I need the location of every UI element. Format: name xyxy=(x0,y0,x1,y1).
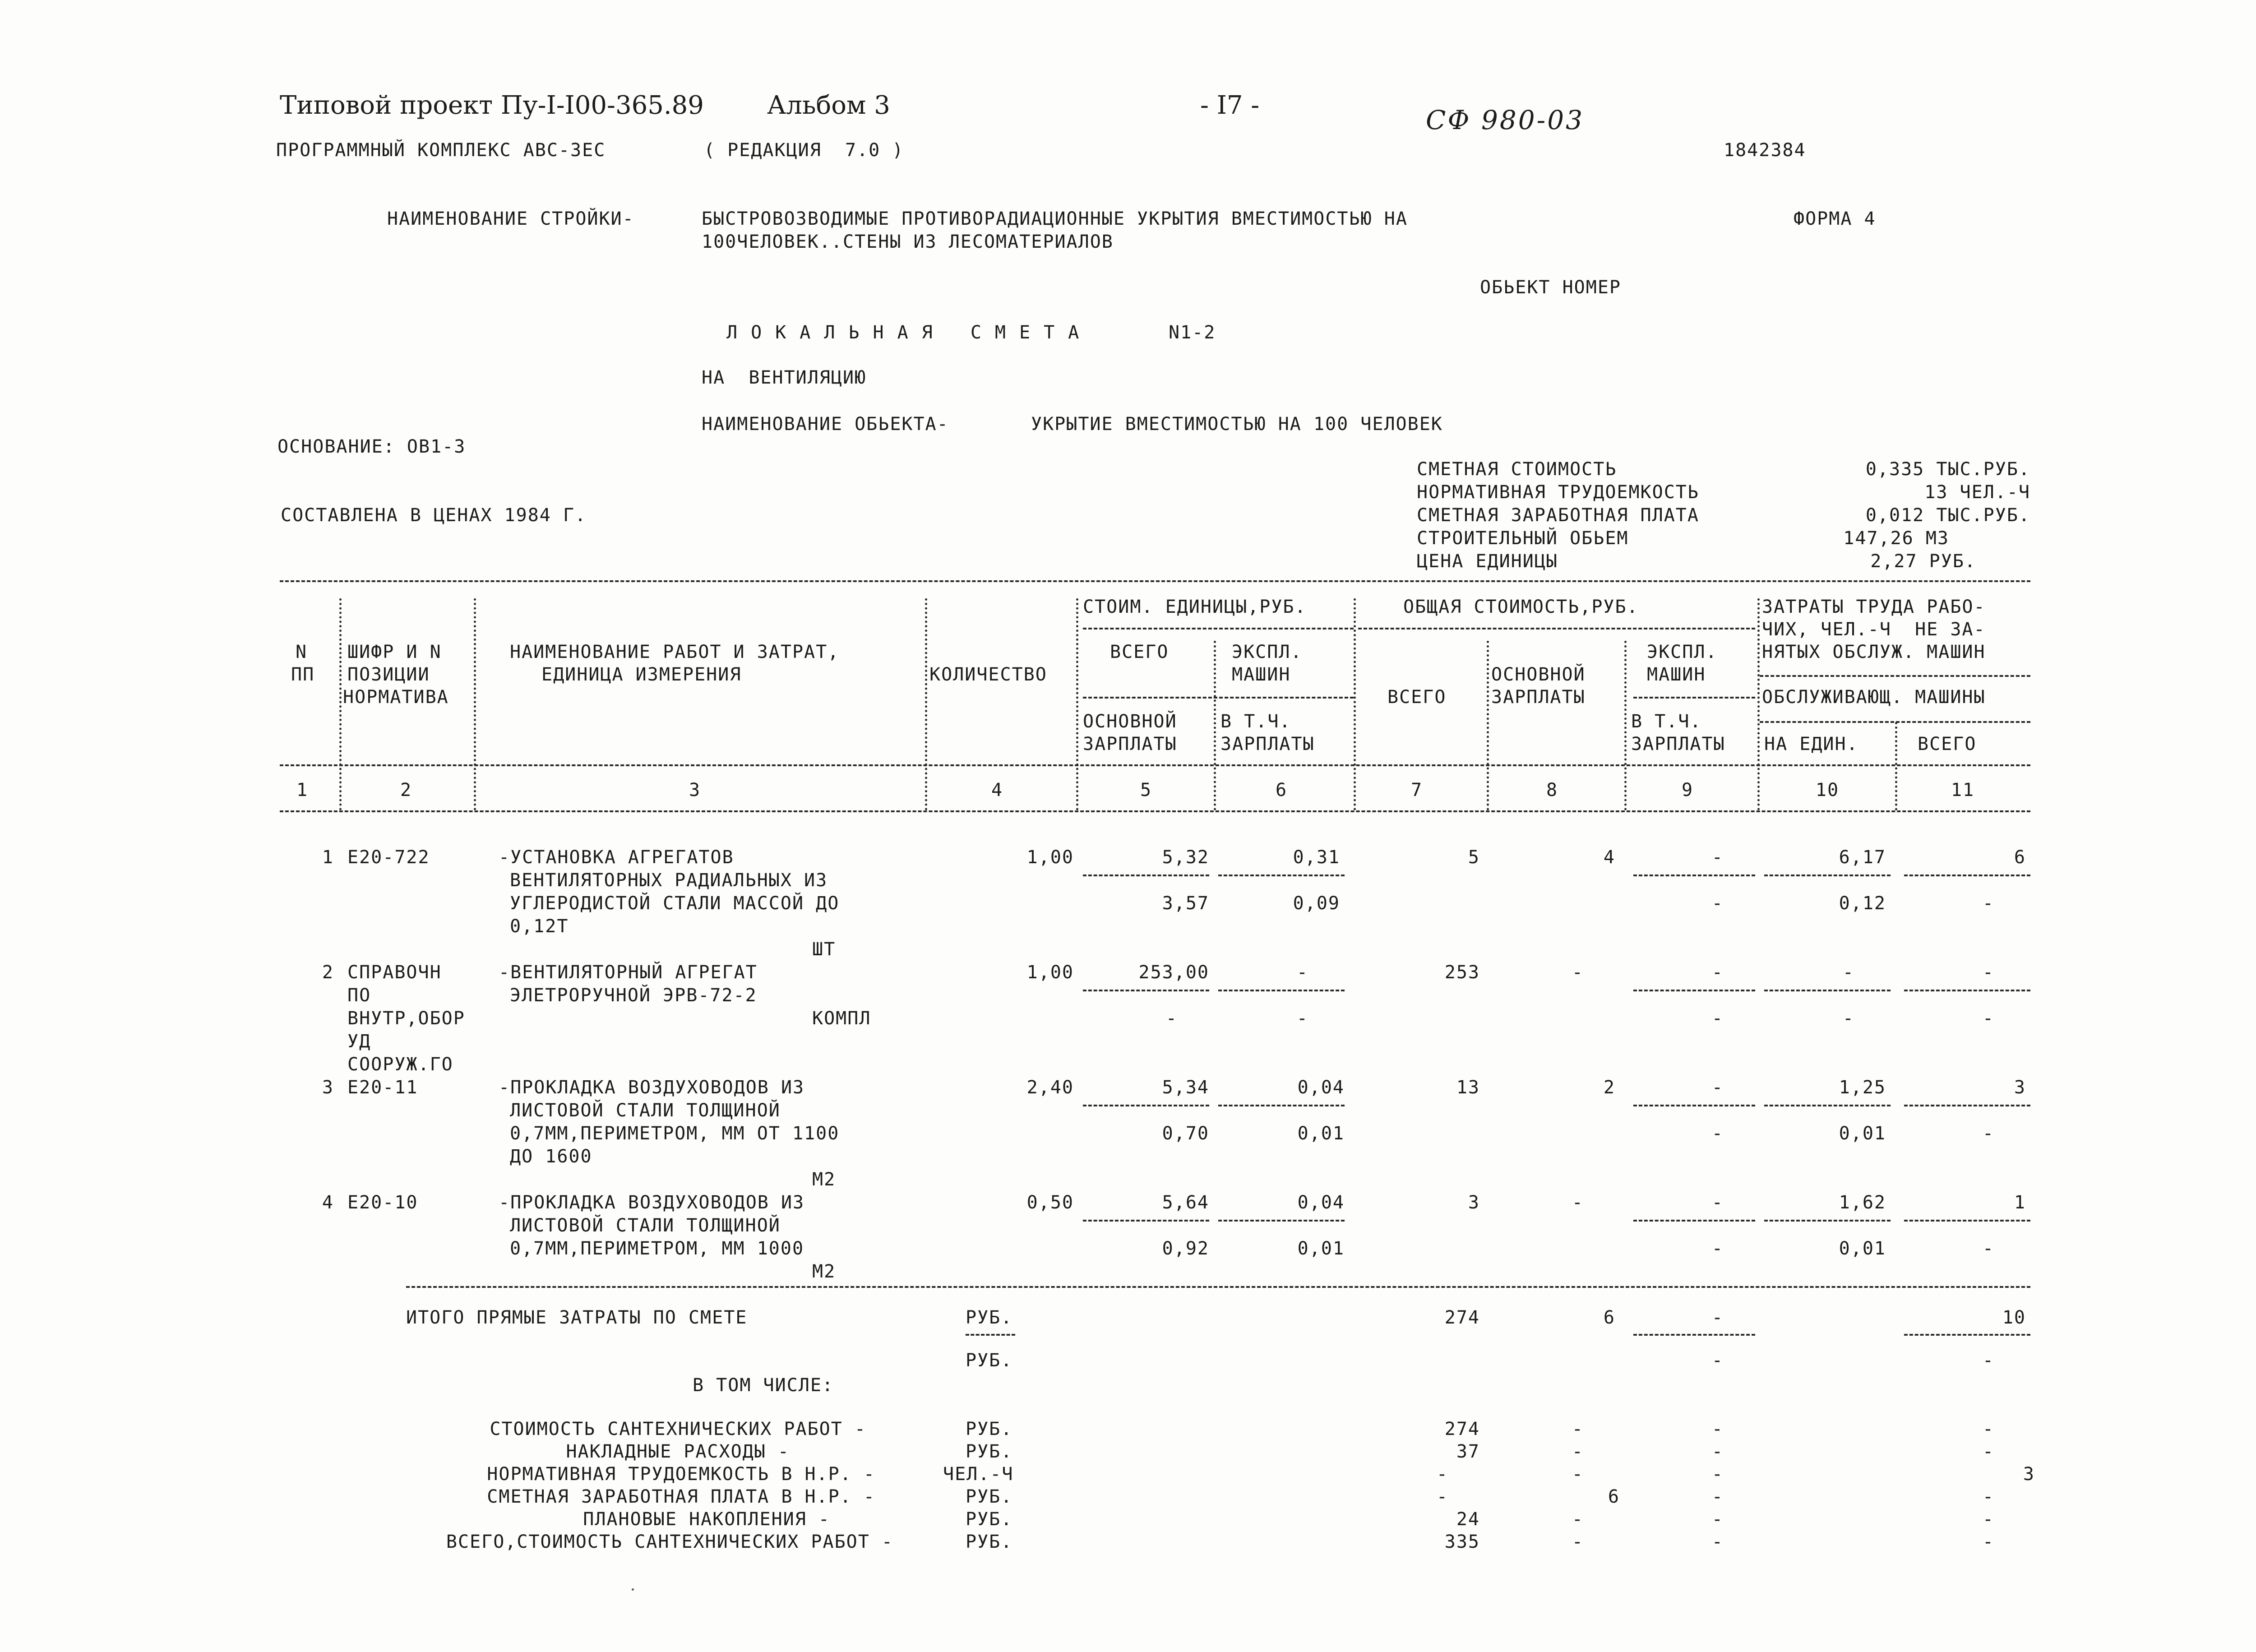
row-quantity: 0,50 xyxy=(1026,1192,1074,1213)
totals-line-label: НОРМАТИВНАЯ ТРУДОЕМКОСТЬ В Н.Р. - xyxy=(487,1464,875,1485)
totals-line-label: ПЛАНОВЫЕ НАКОПЛЕНИЯ - xyxy=(583,1509,830,1530)
totals-line-mach: - xyxy=(1711,1441,1724,1462)
totals-line-label: НАКЛАДНЫЕ РАСХОДЫ - xyxy=(566,1441,790,1462)
row-unit-wage: 0,92 xyxy=(1162,1238,1209,1259)
row-quantity: 2,40 xyxy=(1026,1077,1074,1098)
column-separator xyxy=(1487,641,1489,810)
header-code-2: ПОЗИЦИИ xyxy=(347,664,430,685)
row-labor-total: - xyxy=(1982,962,1994,983)
program-edition: ( РЕДАКЦИЯ 7.0 ) xyxy=(704,140,904,161)
row-unit-total: 5,64 xyxy=(1162,1192,1209,1213)
row-unit-incl: 0,01 xyxy=(1297,1123,1345,1144)
column-separator xyxy=(1354,598,1356,810)
totals-line-labor: - xyxy=(1982,1441,1994,1462)
row-code: УД xyxy=(347,1031,371,1052)
direct-costs-wage: 6 xyxy=(1603,1307,1615,1328)
direct-costs-total: 274 xyxy=(1444,1307,1480,1328)
summary-label: СТРОИТЕЛЬНЫЙ ОБЬЕМ xyxy=(1417,528,1629,549)
object-number-label: ОБЬЕКТ НОМЕР xyxy=(1480,277,1621,298)
row-code: Е20-722 xyxy=(347,847,430,868)
column-number: 9 xyxy=(1681,780,1694,801)
direct-costs-incl: - xyxy=(1711,1350,1724,1371)
column-separator xyxy=(1214,641,1216,810)
row-unit-wage: 3,57 xyxy=(1162,893,1209,914)
totals-line-unit: РУБ. xyxy=(966,1509,1013,1530)
totals-line-total: - xyxy=(1436,1464,1448,1485)
totals-line-label: СТОИМОСТЬ САНТЕХНИЧЕСКИХ РАБОТ - xyxy=(490,1419,866,1439)
row-unit-total: 5,32 xyxy=(1162,847,1209,868)
row-name-line: УГЛЕРОДИСТОЙ СТАЛИ МАССОЙ ДО xyxy=(510,893,840,914)
table-top-rule xyxy=(280,580,2030,582)
column-number: 8 xyxy=(1546,780,1558,801)
totals-line-total: 274 xyxy=(1444,1419,1480,1439)
totals-line-total: 335 xyxy=(1444,1532,1480,1552)
estimate-number: N1-2 xyxy=(1169,322,1216,343)
row-labor-unit-machines: 0,01 xyxy=(1839,1238,1886,1259)
construction-name-line2: 100ЧЕЛОВЕК..СТЕНЫ ИЗ ЛЕСОМАТЕРИАЛОВ xyxy=(702,231,1114,252)
row-total: 3 xyxy=(1468,1192,1480,1213)
row-code: Е20-10 xyxy=(347,1192,418,1213)
row-labor-unit: 6,17 xyxy=(1839,847,1886,868)
header-rule-total-cost xyxy=(1358,628,1755,629)
totals-line-unit: РУБ. xyxy=(966,1486,1013,1507)
header-total-cost: ОБЩАЯ СТОИМОСТЬ,РУБ. xyxy=(1403,597,1639,617)
cell-rule xyxy=(1764,875,1891,876)
totals-line-unit: РУБ. xyxy=(966,1532,1013,1552)
row-unit-wage: - xyxy=(1165,1008,1178,1029)
header-labor-1: ЗАТРАТЫ ТРУДА РАБО- xyxy=(1762,597,1986,617)
row-total-mach: - xyxy=(1711,1192,1724,1213)
totals-line-wage: - xyxy=(1572,1419,1584,1439)
totals-line-wage: - xyxy=(1572,1441,1584,1462)
totals-line-labor: - xyxy=(1982,1419,1994,1439)
header-labor-total: ВСЕГО xyxy=(1918,734,1977,754)
totals-rule xyxy=(406,1286,2030,1288)
summary-label: ЦЕНА ЕДИНИЦЫ xyxy=(1417,551,1558,572)
row-unit-incl: - xyxy=(1296,1008,1308,1029)
header-quantity: КОЛИЧЕСТВО xyxy=(929,664,1047,685)
row-code: СПРАВОЧН xyxy=(347,962,442,983)
header-n: N xyxy=(296,642,308,662)
cell-rule xyxy=(1904,875,2030,876)
row-total-incl: - xyxy=(1711,1008,1724,1029)
row-total-mach: - xyxy=(1711,847,1724,868)
row-unit-wage: 0,70 xyxy=(1162,1123,1209,1144)
header-unit-total: ВСЕГО xyxy=(1110,642,1169,662)
estimate-subject: НА ВЕНТИЛЯЦИЮ xyxy=(702,367,867,388)
header-code-3: НОРМАТИВА xyxy=(343,687,449,708)
row-name-line: 0,7ММ,ПЕРИМЕТРОМ, ММ ОТ 1100 xyxy=(510,1123,840,1144)
totals-line-unit: РУБ. xyxy=(966,1441,1013,1462)
column-number: 3 xyxy=(689,780,701,801)
column-number: 10 xyxy=(1815,780,1840,801)
row-unit-mach: - xyxy=(1296,962,1308,983)
cell-rule xyxy=(1633,1220,1755,1222)
row-unit-mach: 0,04 xyxy=(1297,1192,1345,1213)
totals-line-wage: - xyxy=(1572,1532,1584,1552)
column-number: 11 xyxy=(1951,780,1975,801)
row-labor-unit: - xyxy=(1842,962,1854,983)
row-code: ВНУТР,ОБОР xyxy=(347,1008,465,1029)
header-rule-unit-cost xyxy=(1083,628,1354,629)
direct-costs-unit-2: РУБ. xyxy=(966,1350,1013,1371)
cell-rule xyxy=(1083,1220,1209,1222)
summary-label: НОРМАТИВНАЯ ТРУДОЕМКОСТЬ xyxy=(1417,482,1699,503)
column-separator xyxy=(474,598,476,810)
row-number: 1 xyxy=(322,847,334,868)
header-unit-mach-1: ЭКСПЛ. xyxy=(1232,642,1303,662)
row-total-mach: - xyxy=(1711,962,1724,983)
cell-rule xyxy=(1764,1220,1891,1222)
row-name-line: ДО 1600 xyxy=(510,1146,592,1167)
cell-rule xyxy=(1633,875,1755,876)
totals-line-total: - xyxy=(1436,1486,1448,1507)
cell-rule xyxy=(1633,1105,1755,1106)
construction-label: НАИМЕНОВАНИЕ СТРОЙКИ- xyxy=(387,208,634,229)
scan-speck xyxy=(632,1588,634,1591)
row-labor-total: 3 xyxy=(2014,1077,2026,1098)
totals-line-wage: 6 xyxy=(1608,1486,1620,1507)
totals-line-labor: - xyxy=(1982,1509,1994,1530)
cell-rule xyxy=(1904,990,2030,991)
row-total: 5 xyxy=(1468,847,1480,868)
row-number: 4 xyxy=(322,1192,334,1213)
direct-costs-mach: - xyxy=(1711,1307,1724,1328)
row-name-line: -ПРОКЛАДКА ВОЗДУХОВОДОВ ИЗ xyxy=(499,1077,805,1098)
totals-line-unit: ЧЕЛ.-Ч xyxy=(943,1464,1014,1485)
row-total-wage: 4 xyxy=(1603,847,1615,868)
cell-rule xyxy=(1218,1105,1345,1106)
totals-line-total: 37 xyxy=(1456,1441,1480,1462)
totals-line-wage: - xyxy=(1572,1509,1584,1530)
row-name-line: -УСТАНОВКА АГРЕГАТОВ xyxy=(499,847,734,868)
totals-line-labor: - xyxy=(1982,1486,1994,1507)
row-unit: ШТ xyxy=(812,939,836,960)
object-name: УКРЫТИЕ ВМЕСТИМОСТЬЮ НА 100 ЧЕЛОВЕК xyxy=(1031,414,1443,435)
row-labor-unit-machines: 0,12 xyxy=(1839,893,1886,914)
cell-rule xyxy=(1083,1105,1209,1106)
column-number: 2 xyxy=(400,780,412,801)
row-total-incl: - xyxy=(1711,1123,1724,1144)
estimate-title: ЛОКАЛЬНАЯ СМЕТА xyxy=(726,322,1093,343)
summary-value: 0,335 ТЫС.РУБ. xyxy=(1865,459,2030,480)
header-rule-unit-split xyxy=(1083,697,1354,699)
row-unit-mach: 0,31 xyxy=(1293,847,1340,868)
header-total-mach-1: ЭКСПЛ. xyxy=(1647,642,1718,662)
header-total-wage-1: ОСНОВНОЙ xyxy=(1491,664,1586,685)
row-labor-unit: 1,62 xyxy=(1839,1192,1886,1213)
column-separator xyxy=(925,598,927,810)
header-unit-incl-2: ЗАРПЛАТЫ xyxy=(1220,734,1315,754)
summary-value: 2,27 РУБ. xyxy=(1870,551,1976,572)
header-name-2: ЕДИНИЦА ИЗМЕРЕНИЯ xyxy=(541,664,742,685)
row-total-wage: - xyxy=(1572,962,1584,983)
row-unit-total: 5,34 xyxy=(1162,1077,1209,1098)
column-separator xyxy=(1076,598,1078,810)
direct-costs-labor-2: - xyxy=(1982,1350,1994,1371)
cell-rule xyxy=(1904,1334,2030,1336)
cell-rule xyxy=(1218,1220,1345,1222)
column-number: 5 xyxy=(1140,780,1152,801)
column-number-rule xyxy=(280,810,2030,812)
column-number: 1 xyxy=(296,780,309,801)
summary-value: 147,26 М3 xyxy=(1843,528,1949,549)
row-quantity: 1,00 xyxy=(1026,847,1074,868)
row-unit-mach: 0,04 xyxy=(1297,1077,1345,1098)
direct-costs-labor: 10 xyxy=(2002,1307,2026,1328)
object-label: НАИМЕНОВАНИЕ ОБЬЕКТА- xyxy=(702,414,949,435)
cell-rule xyxy=(1083,875,1209,876)
direct-costs-label: ИТОГО ПРЯМЫЕ ЗАТРАТЫ ПО СМЕТЕ xyxy=(406,1307,748,1328)
row-total-wage: - xyxy=(1572,1192,1584,1213)
cell-rule xyxy=(1633,990,1755,991)
row-code: Е20-11 xyxy=(347,1077,418,1098)
column-number: 6 xyxy=(1275,780,1288,801)
row-unit: М2 xyxy=(812,1261,836,1282)
row-total-wage: 2 xyxy=(1603,1077,1615,1098)
row-total-incl: - xyxy=(1711,893,1724,914)
header-pp: ПП xyxy=(291,664,315,685)
header-total-wage-2: ЗАРПЛАТЫ xyxy=(1491,687,1586,708)
row-total: 253 xyxy=(1444,962,1480,983)
cell-rule xyxy=(966,1334,1015,1336)
header-unit-wage-1: ОСНОВНОЙ xyxy=(1083,711,1177,732)
header-unit-cost: СТОИМ. ЕДИНИЦЫ,РУБ. xyxy=(1083,597,1307,617)
header-total-incl-1: В Т.Ч. xyxy=(1631,711,1702,732)
column-number: 7 xyxy=(1410,780,1423,801)
totals-line-label: СМЕТНАЯ ЗАРАБОТНАЯ ПЛАТА В Н.Р. - xyxy=(487,1486,875,1507)
row-name-line: 0,7ММ,ПЕРИМЕТРОМ, ММ 1000 xyxy=(510,1238,804,1259)
row-labor-total-machines: - xyxy=(1982,1008,1994,1029)
totals-line-total: 24 xyxy=(1456,1509,1480,1530)
row-total: 13 xyxy=(1456,1077,1480,1098)
header-code-1: ШИФР И N xyxy=(347,642,442,662)
row-labor-total-machines: - xyxy=(1982,1238,1994,1259)
including-label: В ТОМ ЧИСЛЕ: xyxy=(693,1375,834,1396)
totals-line-mach: - xyxy=(1711,1419,1724,1439)
totals-line-labor: - xyxy=(1982,1532,1994,1552)
header-labor-unit: НА ЕДИН. xyxy=(1764,734,1858,754)
totals-line-wage: - xyxy=(1572,1464,1584,1485)
row-labor-unit-machines: - xyxy=(1842,1008,1854,1029)
row-labor-unit: 1,25 xyxy=(1839,1077,1886,1098)
cell-rule xyxy=(1218,990,1345,991)
row-unit-incl: 0,01 xyxy=(1297,1238,1345,1259)
cell-rule xyxy=(1764,1105,1891,1106)
column-number: 4 xyxy=(991,780,1003,801)
row-labor-unit-machines: 0,01 xyxy=(1839,1123,1886,1144)
cell-rule xyxy=(1633,1334,1755,1336)
header-total-incl-2: ЗАРПЛАТЫ xyxy=(1631,734,1725,754)
program-name: ПРОГРАММНЫЙ КОМПЛЕКС АВС-3ЕС xyxy=(276,140,606,161)
estimate-basis: ОСНОВАНИЕ: ОВ1-3 xyxy=(277,436,466,457)
row-total-incl: - xyxy=(1711,1238,1724,1259)
header-labor-4: ОБСЛУЖИВАЮЩ. МАШИНЫ xyxy=(1762,687,1986,708)
row-name-line: ЛИСТОВОЙ СТАЛИ ТОЛЩИНОЙ xyxy=(510,1100,781,1121)
totals-line-mach: - xyxy=(1711,1509,1724,1530)
cell-rule xyxy=(1218,875,1345,876)
cell-rule xyxy=(1083,990,1209,991)
row-unit-incl: 0,09 xyxy=(1293,893,1340,914)
project-title: Типовой проект Пу-I-I00-365.89 xyxy=(280,91,704,120)
form-label: ФОРМА 4 xyxy=(1794,208,1876,229)
header-labor-2: ЧИХ, ЧЕЛ.-Ч НЕ ЗА- xyxy=(1762,619,1986,640)
row-labor-total-machines: - xyxy=(1982,893,1994,914)
row-unit: КОМПЛ xyxy=(812,1008,871,1029)
row-code: СООРУЖ.ГО xyxy=(347,1054,453,1075)
summary-label: СМЕТНАЯ ЗАРАБОТНАЯ ПЛАТА xyxy=(1417,505,1699,526)
row-name-line: ЛИСТОВОЙ СТАЛИ ТОЛЩИНОЙ xyxy=(510,1215,781,1236)
construction-name-line1: БЫСТРОВОЗВОДИМЫЕ ПРОТИВОРАДИАЦИОННЫЕ УКРЫТИЯ ВМЕСТИМОСТЬЮ НА xyxy=(702,208,1408,229)
column-separator xyxy=(1757,598,1760,810)
header-rule-labor xyxy=(1760,675,2030,677)
header-unit-incl-1: В Т.Ч. xyxy=(1220,711,1291,732)
price-level: СОСТАВЛЕНА В ЦЕНАХ 1984 Г. xyxy=(281,505,587,526)
summary-value: 13 ЧЕЛ.-Ч xyxy=(1924,482,2030,503)
row-number: 2 xyxy=(322,962,334,983)
document-code: 1842384 xyxy=(1724,140,1806,161)
row-name-line: ЭЛЕТРОРУЧНОЙ ЭРВ-72-2 xyxy=(510,985,757,1006)
header-rule-total-split xyxy=(1633,697,1755,699)
totals-line-mach: - xyxy=(1711,1532,1724,1552)
totals-line-mach: - xyxy=(1711,1464,1724,1485)
header-unit-wage-2: ЗАРПЛАТЫ xyxy=(1083,734,1177,754)
row-number: 3 xyxy=(322,1077,334,1098)
cell-rule xyxy=(1904,1220,2030,1222)
row-name-line: -ПРОКЛАДКА ВОЗДУХОВОДОВ ИЗ xyxy=(499,1192,805,1213)
row-labor-total-machines: - xyxy=(1982,1123,1994,1144)
totals-line-label: ВСЕГО,СТОИМОСТЬ САНТЕХНИЧЕСКИХ РАБОТ - xyxy=(446,1532,893,1552)
row-unit: М2 xyxy=(812,1169,836,1190)
direct-costs-unit: РУБ. xyxy=(966,1307,1013,1328)
totals-line-mach: - xyxy=(1711,1486,1724,1507)
cell-rule xyxy=(1904,1105,2030,1106)
row-total-mach: - xyxy=(1711,1077,1724,1098)
row-quantity: 1,00 xyxy=(1026,962,1074,983)
totals-line-labor: 3 xyxy=(2023,1464,2035,1485)
header-bottom-rule xyxy=(280,764,2030,766)
totals-line-unit: РУБ. xyxy=(966,1419,1013,1439)
album-label: Альбом 3 xyxy=(767,91,890,120)
summary-value: 0,012 ТЫС.РУБ. xyxy=(1865,505,2030,526)
row-unit-total: 253,00 xyxy=(1138,962,1209,983)
handwritten-stamp: СФ 980-03 xyxy=(1426,105,1585,135)
column-separator xyxy=(1624,641,1627,810)
row-name-line: ВЕНТИЛЯТОРНЫХ РАДИАЛЬНЫХ ИЗ xyxy=(510,870,828,891)
row-name-line: 0,12Т xyxy=(510,916,569,937)
column-separator xyxy=(1895,722,1897,810)
column-separator xyxy=(339,598,342,810)
header-unit-mach-2: МАШИН xyxy=(1232,664,1291,685)
row-code: ПО xyxy=(347,985,371,1006)
row-labor-total: 6 xyxy=(2014,847,2026,868)
cell-rule xyxy=(1764,990,1891,991)
header-labor-3: НЯТЫХ ОБСЛУЖ. МАШИН xyxy=(1762,642,1986,662)
row-name-line: -ВЕНТИЛЯТОРНЫЙ АГРЕГАТ xyxy=(499,962,758,983)
header-name-1: НАИМЕНОВАНИЕ РАБОТ И ЗАТРАТ, xyxy=(510,642,840,662)
header-total-mach-2: МАШИН xyxy=(1647,664,1706,685)
summary-label: СМЕТНАЯ СТОИМОСТЬ xyxy=(1417,459,1617,480)
row-labor-total: 1 xyxy=(2014,1192,2026,1213)
header-total-all: ВСЕГО xyxy=(1387,687,1447,708)
page-number: - I7 - xyxy=(1200,91,1260,120)
